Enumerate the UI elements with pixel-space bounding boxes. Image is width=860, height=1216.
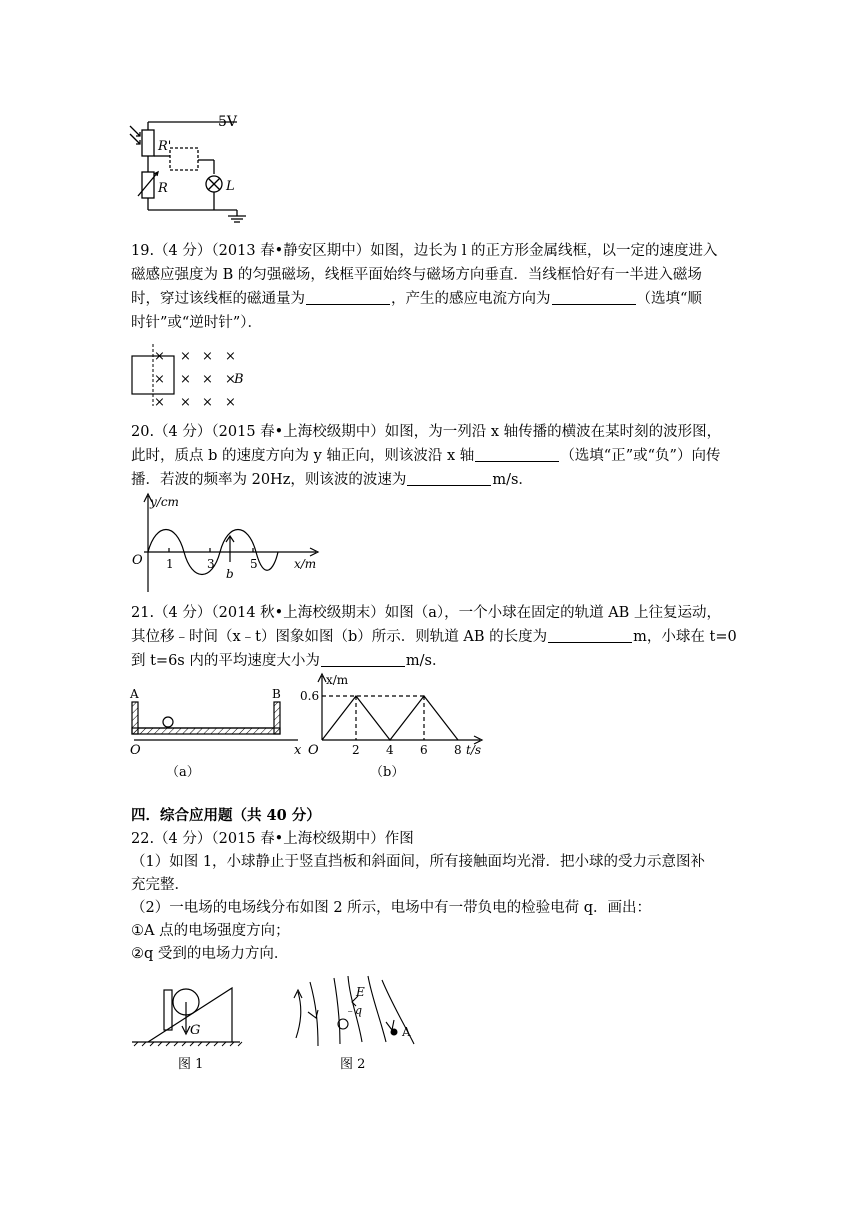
svg-text:×: × xyxy=(180,372,191,387)
xt-origin: O xyxy=(308,743,319,758)
q20-line1: 20.（4 分）（2015 春•上海校级期中）如图，为一列沿 x 轴传播的横波在某时刻的波形图， xyxy=(131,424,722,440)
xt-y-label: x/m xyxy=(326,673,349,687)
q19-line4: 时针”或“逆时针”）． xyxy=(131,315,262,331)
svg-text:×: × xyxy=(154,349,165,364)
q20-text-d: m/s． xyxy=(492,472,533,488)
q22-line4: （2）一电场的电场线分布如图 2 所示，电场中有一带负电的检验电荷 q．画出： xyxy=(131,900,652,916)
svg-text:×: × xyxy=(202,395,213,410)
track-figure xyxy=(126,684,312,780)
field-b-label: B xyxy=(234,372,244,387)
track-caption: （a） xyxy=(166,765,200,780)
q21-line2 xyxy=(131,627,737,647)
q19-text-c: （选填“顺 xyxy=(636,291,702,307)
xt-tick-4: 4 xyxy=(386,743,394,757)
q20-text-a: 此时，质点 b 的速度方向为 y 轴正向，则该波沿 x 轴 xyxy=(131,448,475,464)
svg-text:×: × xyxy=(225,395,236,410)
q19-blank-flux[interactable] xyxy=(306,289,390,305)
lamp-label: L xyxy=(226,179,235,194)
svg-text:×: × xyxy=(202,349,213,364)
q20-text-b: （选填“正”或“负”）向传 xyxy=(560,448,721,464)
charge-q-label: ﹣q xyxy=(344,1004,363,1017)
field-lines-figure xyxy=(288,972,430,1076)
wave-point-b: b xyxy=(226,567,234,581)
wave-x-label: x/m xyxy=(294,557,317,571)
xt-caption: （b） xyxy=(370,765,405,780)
q22-line6: ②q 受到的电场力方向． xyxy=(131,946,289,962)
point-a-label: A xyxy=(402,1025,411,1039)
q19-line3 xyxy=(131,289,702,309)
q20-text-c: 播．若波的频率为 20Hz，则该波的波速为 xyxy=(131,472,407,488)
track-a-label: A xyxy=(130,687,139,701)
q22-line2: （1）如图 1，小球静止于竖直挡板和斜面间，所有接触面均光滑．把小球的受力示意图补 xyxy=(131,854,706,870)
track-origin: O xyxy=(130,743,141,758)
q19-line1: 19.（4 分）（2013 春•静安区期中）如图，边长为 l 的正方形金属线框，以一定的速度进入 xyxy=(131,243,718,259)
wave-tick-3: 3 xyxy=(207,557,215,571)
wave-y-label: y/cm xyxy=(150,495,179,509)
svg-text:×: × xyxy=(154,372,165,387)
wave-tick-1: 1 xyxy=(166,557,174,571)
fig2-caption: 图 2 xyxy=(340,1057,366,1072)
q19-text-a: 时，穿过该线框的磁通量为 xyxy=(131,291,305,307)
q21-blank-length[interactable] xyxy=(548,627,632,643)
q22-line5: ①A 点的电场强度方向； xyxy=(131,923,290,939)
xt-tick-2: 2 xyxy=(352,743,360,757)
svg-text:×: × xyxy=(225,372,236,387)
r-label: R xyxy=(158,181,168,196)
q21-text-a: 其位移﹣时间（x﹣t）图象如图（b）所示．则轨道 AB 的长度为 xyxy=(131,629,548,645)
q19-text-b: ，产生的感应电流方向为 xyxy=(391,291,551,307)
q19-blank-direction[interactable] xyxy=(552,289,636,305)
xt-x-label: t/s xyxy=(466,743,482,757)
q20-line3 xyxy=(131,470,533,490)
q21-line3 xyxy=(131,651,446,671)
track-b-label: B xyxy=(272,687,281,701)
q21-line1: 21.（4 分）（2014 秋•上海校级期末）如图（a），一个小球在固定的轨道 AB 上往复运动， xyxy=(131,605,721,621)
q21-text-c: 到 t=6s 内的平均速度大小为 xyxy=(131,653,320,669)
q20-blank-speed[interactable] xyxy=(407,470,491,486)
r-prime-label: R' xyxy=(158,139,172,154)
gravity-label: G xyxy=(190,1023,201,1038)
q22-line3: 充完整． xyxy=(131,877,189,893)
incline-figure xyxy=(128,980,252,1076)
q21-text-b: m，小球在 t=0 xyxy=(633,629,737,645)
circuit-figure xyxy=(120,112,260,224)
q21-text-d: m/s． xyxy=(405,653,447,669)
section4-heading: 四．综合应用题（共 40 分） xyxy=(131,807,321,824)
wave-origin: O xyxy=(132,553,143,568)
voltage-label: 5V xyxy=(218,114,238,130)
q22-line1: 22.（4 分）（2015 春•上海校级期中）作图 xyxy=(131,831,414,847)
q21-blank-velocity[interactable] xyxy=(321,651,405,667)
magnetic-field-figure xyxy=(128,342,258,408)
svg-text:×: × xyxy=(225,349,236,364)
xt-tick-8: 8 xyxy=(454,743,462,757)
q19-line2: 磁感应强度为 B 的匀强磁场，线框平面始终与磁场方向垂直．当线框恰好有一半进入磁场 xyxy=(131,267,702,283)
svg-text:×: × xyxy=(180,349,191,364)
svg-text:×: × xyxy=(154,395,165,410)
svg-text:×: × xyxy=(202,372,213,387)
wave-figure xyxy=(128,492,328,596)
xt-y-tick: 0.6 xyxy=(300,689,320,703)
wave-tick-5: 5 xyxy=(250,557,258,571)
fig1-caption: 图 1 xyxy=(178,1057,204,1072)
xt-tick-6: 6 xyxy=(420,743,428,757)
svg-text:×: × xyxy=(180,395,191,410)
q20-blank-direction[interactable] xyxy=(475,446,559,462)
track-x-label: x xyxy=(294,743,302,758)
q20-line2 xyxy=(131,446,720,466)
field-e-label: E xyxy=(356,985,365,999)
xt-graph-figure xyxy=(300,670,498,780)
